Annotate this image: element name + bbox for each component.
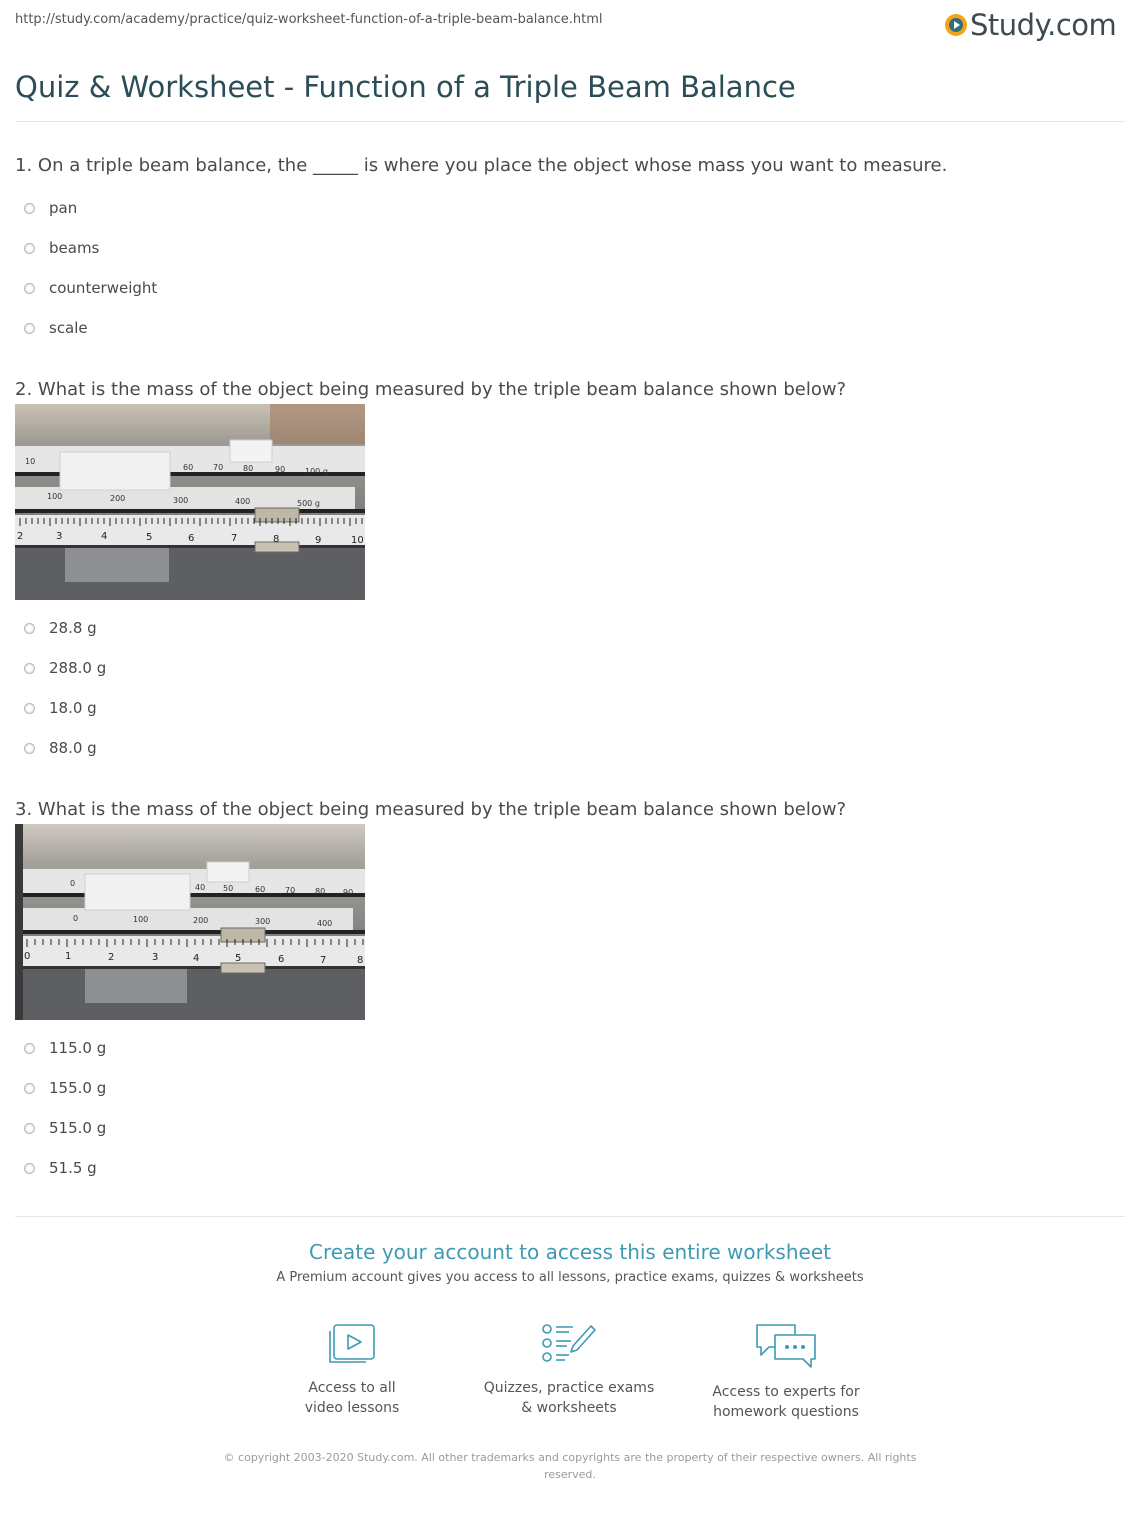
radio-button[interactable] (24, 623, 35, 634)
q3-option-3[interactable] (24, 1119, 106, 1137)
feature-label-line-1: Access to all (308, 1380, 396, 1396)
beam-label: 70 (213, 463, 224, 472)
beam-label: 300 (255, 917, 271, 926)
radio-button[interactable] (24, 243, 35, 254)
beam-label: 80 (315, 887, 326, 896)
beam-label: 80 (243, 464, 254, 473)
beam-label: 200 (193, 916, 209, 925)
option-label: counterweight (49, 279, 158, 297)
scale-label: 8 (357, 955, 364, 966)
q3-option-4[interactable] (24, 1159, 97, 1177)
scale-label: 7 (320, 955, 327, 966)
beam-label: 40 (195, 883, 206, 892)
feature-label-line-2: homework questions (713, 1404, 859, 1420)
feature-video-lessons (252, 1322, 452, 1418)
logo-text: Study.com (970, 8, 1117, 42)
option-label: 288.0 g (49, 659, 107, 677)
scale-label: 4 (101, 531, 108, 542)
q2-option-1[interactable] (24, 619, 97, 637)
feature-label-line-1: Access to experts for (712, 1384, 860, 1400)
beam-label: 90 (275, 465, 286, 474)
scale-label: 7 (231, 533, 238, 544)
scale-label: 1 (65, 951, 72, 962)
scale-label: 3 (152, 952, 159, 963)
scale-label: 9 (315, 535, 322, 546)
scale-label: 2 (17, 531, 24, 542)
beam-label: 100 (133, 915, 149, 924)
chat-bubbles-icon (753, 1322, 819, 1370)
q1-option-4[interactable] (24, 319, 88, 337)
q1-option-3[interactable] (24, 279, 157, 297)
q3-option-2[interactable] (24, 1079, 106, 1097)
play-logo-icon (945, 14, 967, 36)
radio-button[interactable] (24, 1163, 35, 1174)
video-lesson-icon (326, 1322, 378, 1366)
q3-option-1[interactable] (24, 1039, 106, 1057)
option-label: 115.0 g (49, 1039, 107, 1057)
scale-label: 8 (273, 534, 280, 545)
scale-label: 2 (108, 952, 115, 963)
radio-button[interactable] (24, 283, 35, 294)
scale-label: 0 (24, 951, 31, 962)
option-label: pan (49, 199, 78, 217)
beam-label: 400 (235, 497, 251, 506)
beam-label: 70 (285, 886, 296, 895)
feature-experts (686, 1322, 886, 1422)
q1-option-2[interactable] (24, 239, 99, 257)
q2-option-4[interactable] (24, 739, 97, 757)
beam-label: 500 g (297, 499, 320, 508)
question-1-text: 1. On a triple beam balance, the _____ is where you place the object whose mass you want to measure. (15, 155, 948, 176)
scale-label: 3 (56, 531, 63, 542)
beam-label: 90 (343, 888, 354, 897)
feature-label-line-1: Quizzes, practice exams (483, 1380, 655, 1396)
page-url: http://study.com/academy/practice/quiz-worksheet-function-of-a-triple-beam-balance.html (15, 12, 603, 27)
page-title: Quiz & Worksheet - Function of a Triple Beam Balance (15, 70, 796, 104)
quiz-checklist-icon (541, 1322, 597, 1366)
beam-label: 60 (255, 885, 266, 894)
q2-option-2[interactable] (24, 659, 106, 677)
beam-label: 100 g (305, 467, 328, 476)
radio-button[interactable] (24, 663, 35, 674)
radio-button[interactable] (24, 703, 35, 714)
triple-beam-balance-photo-q2 (15, 404, 365, 600)
create-account-link[interactable]: Create your account to access this entire worksheet (309, 1240, 831, 1264)
radio-button[interactable] (24, 743, 35, 754)
option-label: 155.0 g (49, 1079, 107, 1097)
option-label: 18.0 g (49, 699, 97, 717)
beam-label: 200 (110, 494, 126, 503)
q2-option-3[interactable] (24, 699, 97, 717)
beam-label: 400 (317, 919, 333, 928)
radio-button[interactable] (24, 323, 35, 334)
radio-button[interactable] (24, 1083, 35, 1094)
study-logo[interactable] (945, 8, 1116, 42)
feature-quizzes (469, 1322, 669, 1418)
option-label: 28.8 g (49, 619, 97, 637)
scale-label: 6 (188, 533, 195, 544)
question-2-text: 2. What is the mass of the object being measured by the triple beam balance shown below? (15, 379, 847, 400)
divider (15, 1216, 1125, 1217)
feature-label-line-2: video lessons (304, 1400, 400, 1416)
beam-label: 300 (173, 496, 189, 505)
beam-label: 10 (25, 457, 36, 466)
option-label: 51.5 g (49, 1159, 97, 1177)
question-3-text: 3. What is the mass of the object being measured by the triple beam balance shown below? (15, 799, 847, 820)
option-label: 515.0 g (49, 1119, 107, 1137)
beam-label: 0 (73, 914, 79, 923)
q1-option-1[interactable] (24, 199, 77, 217)
beam-label: 100 (47, 492, 63, 501)
copyright-notice: © copyright 2003-2020 Study.com. All other trademarks and copyrights are the property of their respective owners. All rights reserved. (223, 1451, 917, 1481)
option-label: 88.0 g (49, 739, 97, 757)
scale-label: 6 (278, 954, 285, 965)
divider (15, 121, 1125, 122)
cta-subtitle: A Premium account gives you access to all lessons, practice exams, quizzes & worksheets (276, 1270, 864, 1285)
radio-button[interactable] (24, 203, 35, 214)
beam-label: 0 (70, 879, 76, 888)
scale-label: 5 (235, 953, 242, 964)
beam-label: 50 (223, 884, 234, 893)
scale-label: 4 (193, 953, 200, 964)
beam-label: 60 (183, 463, 194, 472)
radio-button[interactable] (24, 1043, 35, 1054)
radio-button[interactable] (24, 1123, 35, 1134)
scale-label: 5 (146, 532, 153, 543)
triple-beam-balance-photo-q3 (15, 824, 365, 1020)
feature-label-line-2: & worksheets (521, 1400, 617, 1416)
scale-label: 10 (351, 535, 364, 546)
option-label: beams (49, 239, 100, 257)
option-label: scale (49, 319, 88, 337)
